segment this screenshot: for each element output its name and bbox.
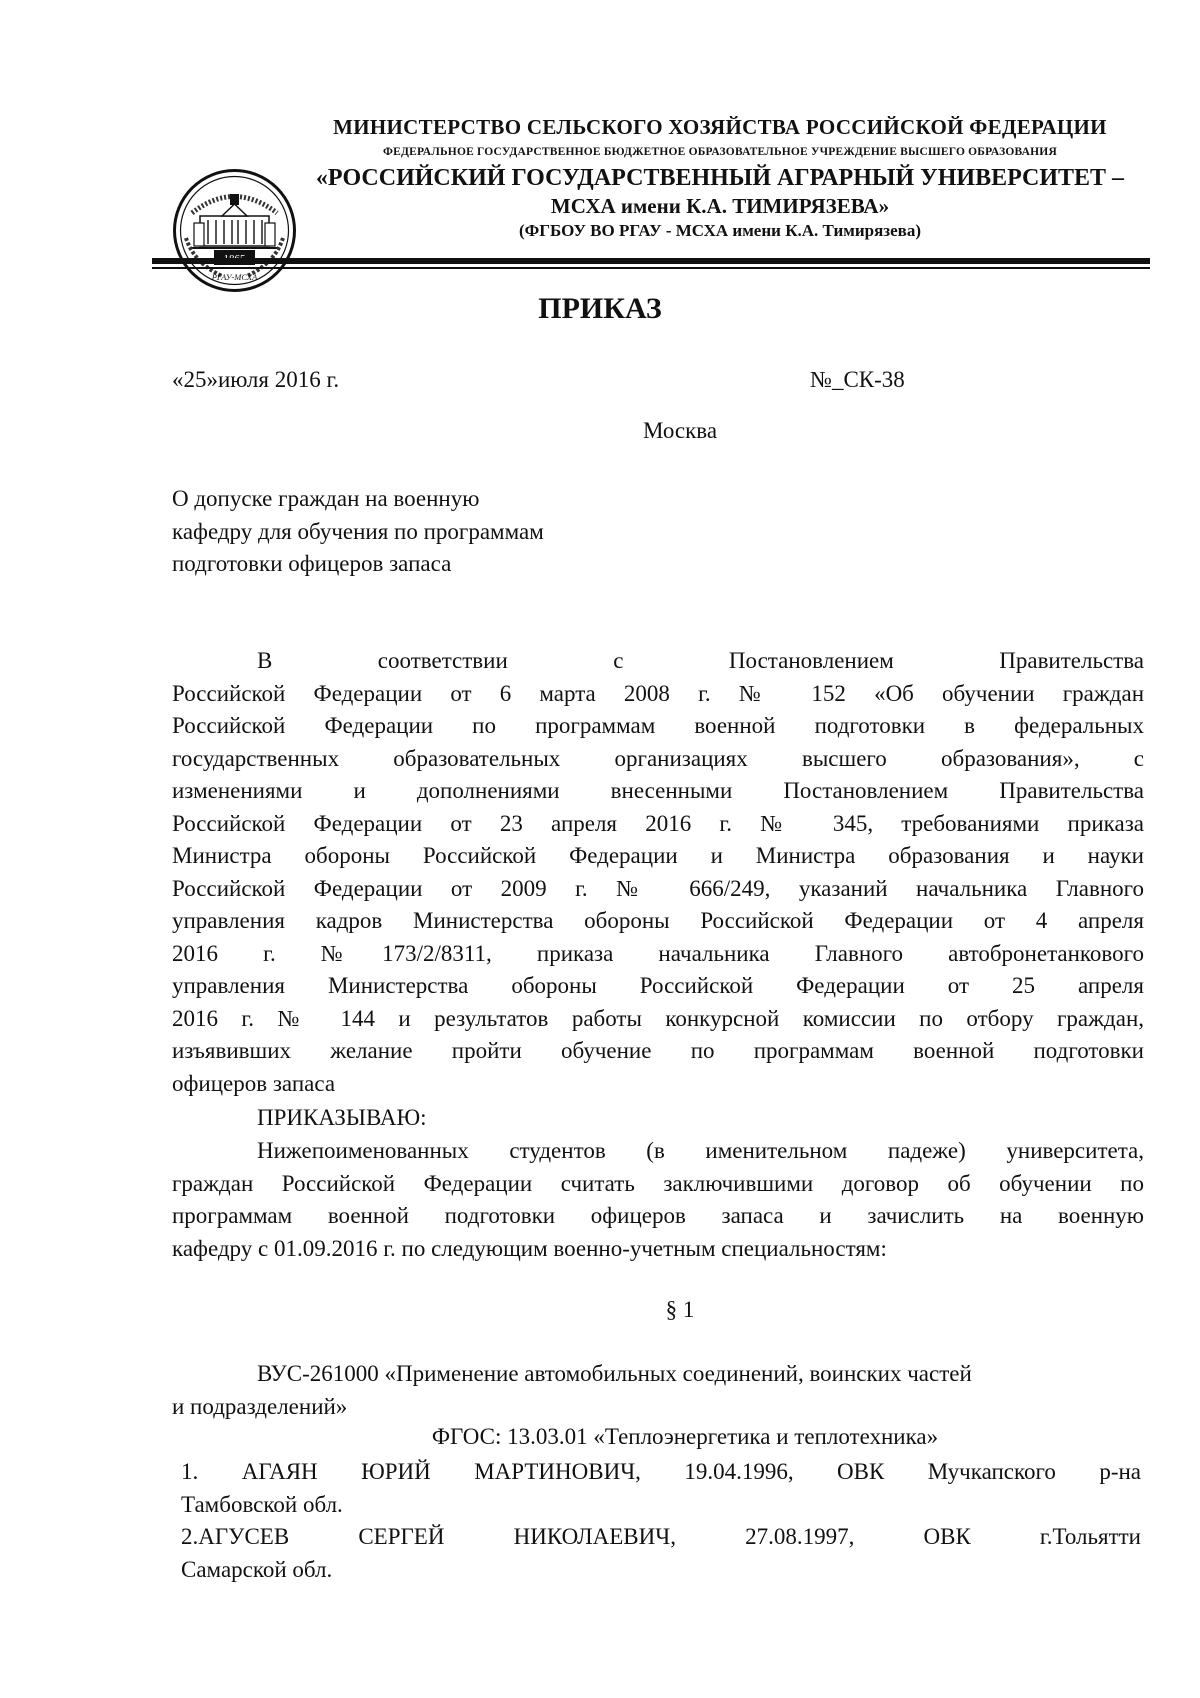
university-abbreviation: (ФГБОУ ВО РГАУ - МСХА имени К.А. Тимирязева) xyxy=(518,221,922,240)
student-line: Тамбовской обл. xyxy=(181,1491,343,1517)
order-subject xyxy=(172,483,692,581)
order-line: программам военной подготовки офицеров запаса и зачислить на военную xyxy=(172,1203,1144,1228)
preamble-line: Министра обороны Российской Федерации и Министра образования и науки xyxy=(172,843,1144,868)
vus-line: и подразделений» xyxy=(172,1393,348,1419)
order-paragraph xyxy=(172,1135,1144,1265)
preamble-line: Российской Федерации от 2009 г. № 666/249, указаний начальника Главного xyxy=(172,875,1144,901)
list-item xyxy=(181,1521,1141,1586)
order-line: Нижепоименованных студентов (в именительном падеже) университета, xyxy=(257,1138,1144,1163)
preamble-line: 2016 г. №173/2/8311, приказа начальника Главного автобронетанкового xyxy=(172,940,1144,966)
order-line: кафедру с 01.09.2016 г. по следующим военно-учетным специальностям: xyxy=(172,1235,887,1261)
preamble-paragraph xyxy=(172,645,1144,1100)
university-seal-logo xyxy=(172,168,297,293)
preamble-line: Российской Федерации от 23 апреля 2016 г. № 345, требованиями приказа xyxy=(172,810,1144,836)
vus-specialty xyxy=(172,1358,1144,1423)
university-name-line1: «РОССИЙСКИЙ ГОСУДАРСТВЕННЫЙ АГРАРНЫЙ УНИВЕРСИТЕТ – xyxy=(315,165,1125,191)
preamble-line: управления Министерства обороны Российской Федерации от 25 апреля xyxy=(172,973,1144,998)
list-item xyxy=(181,1456,1141,1521)
subject-line: кафедру для обучения по программам xyxy=(172,518,544,544)
student-line: 2.АГУСЕВ СЕРГЕЙ НИКОЛАЕВИЧ, 27.08.1997, ОВК г.Тольятти xyxy=(181,1524,1141,1549)
subject-line: подготовки офицеров запаса xyxy=(172,551,452,576)
preamble-line: Российской Федерации по программам военной подготовки в федеральных xyxy=(172,713,1144,738)
document-title: ПРИКАЗ xyxy=(538,292,662,325)
subject-line: О допуске граждан на военную xyxy=(172,486,480,511)
student-line: 1. АГАЯН ЮРИЙ МАРТИНОВИЧ, 19.04.1996, ОВК Мучкапского р-на xyxy=(181,1459,1141,1484)
order-date: «25»июля 2016 г. xyxy=(172,367,340,392)
institution-type: ФЕДЕРАЛЬНОЕ ГОСУДАРСТВЕННОЕ БЮДЖЕТНОЕ ОБРАЗОВАТЕЛЬНОЕ УЧРЕЖДЕНИЕ ВЫСШЕГО ОБРАЗОВАНИЯ xyxy=(383,146,1057,158)
order-word-block xyxy=(172,1102,1144,1135)
preamble-line: 2016 г. № 144 и результатов работы конкурсной комиссии по отбору граждан, xyxy=(172,1005,1144,1031)
student-line: Самарской обл. xyxy=(181,1556,333,1582)
preamble-line: изменениями и дополнениями внесенными Постановлением Правительства xyxy=(172,778,1144,803)
preamble-line: офицеров запаса xyxy=(172,1070,336,1096)
university-name-line2: МСХА имени К.А. ТИМИРЯЗЕВА» xyxy=(550,194,890,218)
order-city: Москва xyxy=(642,418,718,443)
header-divider-thick xyxy=(152,258,1150,264)
preamble-line: изъявивших желание пройти обучение по программам военной подготовки xyxy=(172,1038,1144,1063)
student-list xyxy=(181,1456,1141,1586)
seal-motto: РГАУ-МСХА xyxy=(211,272,258,282)
preamble-line: В соответствии с Постановлением Правительства xyxy=(257,648,1144,673)
ministry-name: МИНИСТЕРСТВО СЕЛЬСКОГО ХОЗЯЙСТВА РОССИЙСКОЙ ФЕДЕРАЦИИ xyxy=(333,115,1107,139)
order-line: граждан Российской Федерации считать заключившими договор об обучении по xyxy=(172,1170,1144,1196)
order-number: №_СК-38 xyxy=(810,367,905,392)
preamble-line: государственных образовательных организациях высшего образования», с xyxy=(172,745,1144,771)
vus-line: ВУС-261000 «Применение автомобильных соединений, воинских частей xyxy=(257,1361,972,1386)
fgos-line: ФГОС: 13.03.01 «Теплоэнергетика и теплотехника» xyxy=(431,1424,939,1449)
section-mark: § 1 xyxy=(665,1297,695,1322)
order-word: ПРИКАЗЫВАЮ: xyxy=(257,1105,427,1130)
preamble-line: Российской Федерации от 6 марта 2008 г. № 152 «Об обучении граждан xyxy=(172,680,1144,706)
preamble-line: управления кадров Министерства обороны Российской Федерации от 4 апреля xyxy=(172,908,1144,933)
header-divider-thin xyxy=(152,267,1150,269)
